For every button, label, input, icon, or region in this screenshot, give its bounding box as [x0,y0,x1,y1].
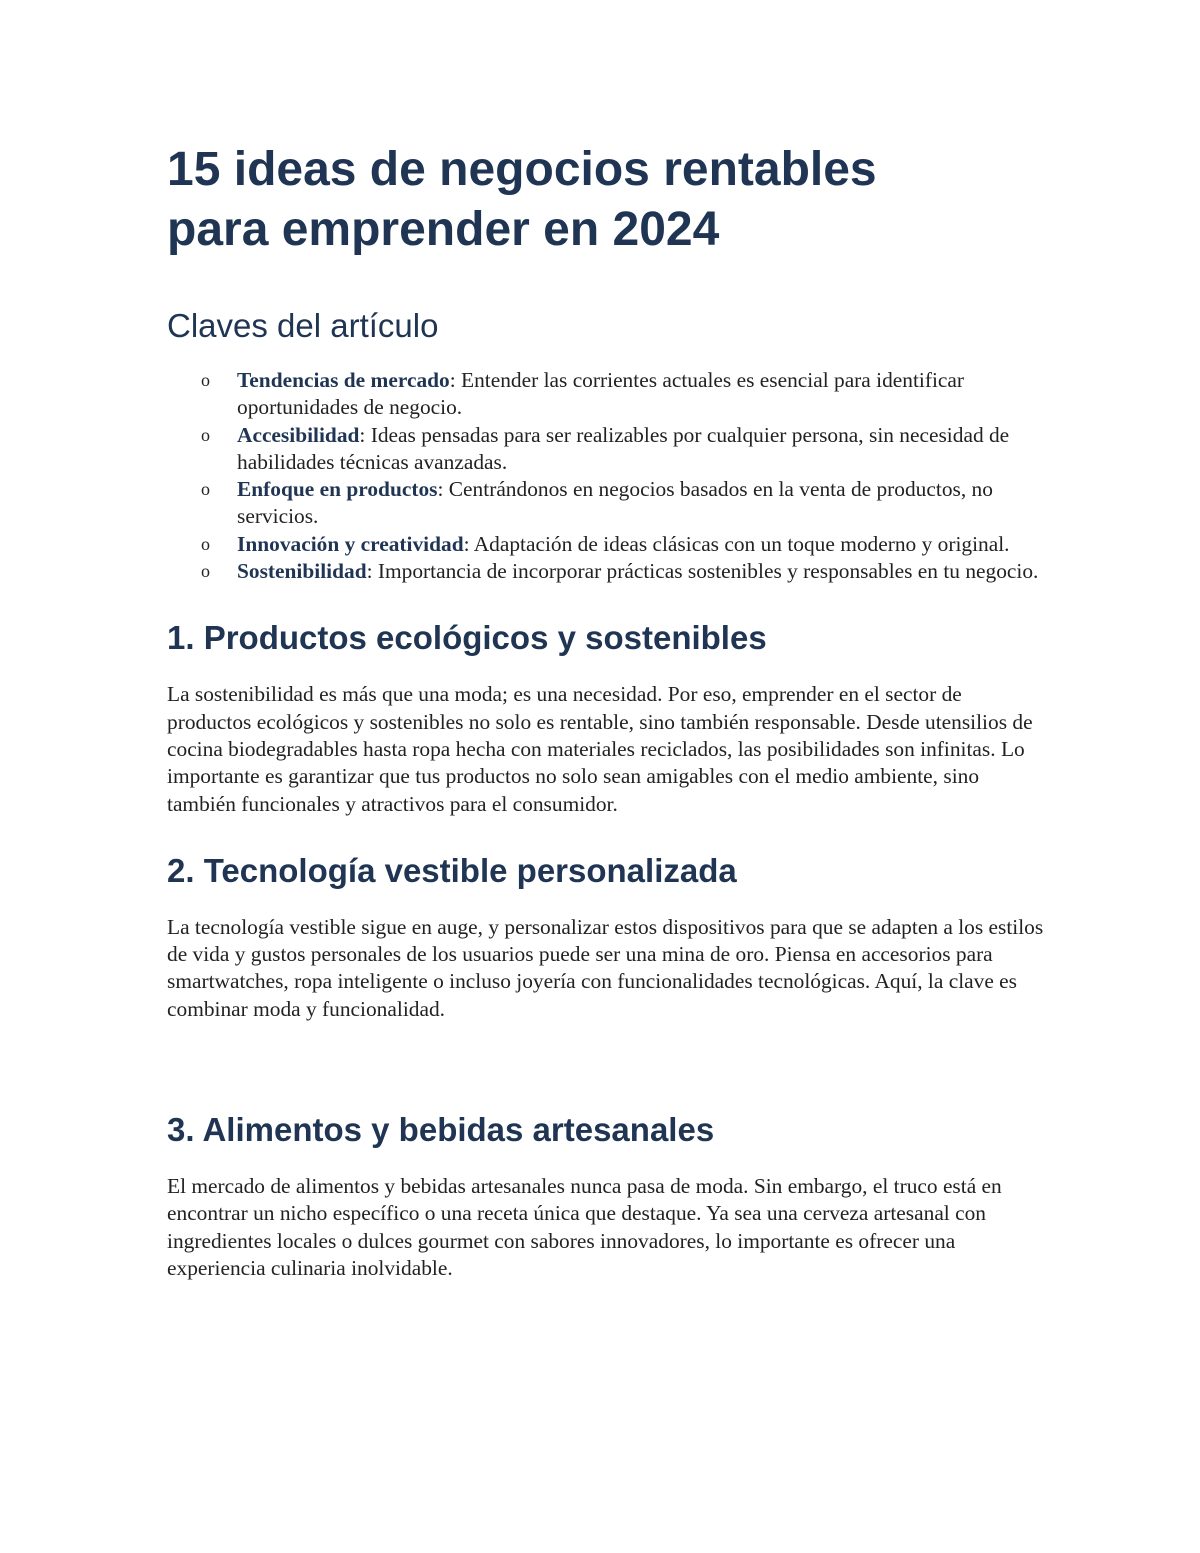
key-description: : Entender las corrientes actuales es esencial para identificar oportunidades de negocio. [237,368,965,420]
section-heading-1: 1. Productos ecológicos y sostenibles [167,619,767,657]
list-item [167,422,1047,477]
key-description: : Centrándonos en negocios basados en la venta de productos, no servicios. [237,477,993,529]
section-body-3: El mercado de alimentos y bebidas artesanales nunca pasa de moda. Sin embargo, el truco está en encontrar un nicho específico o una receta única que destaque. Ya sea una cerveza artesanal con ingredientes locales o dulces gourmet con sabores innovadores, lo importante es ofrecer una experiencia culinaria inolvidable. [167,1174,1002,1280]
bullet-icon: o [201,424,210,445]
list-item [167,558,1047,585]
bullet-icon: o [201,533,210,554]
section-body-2: La tecnología vestible sigue en auge, y personalizar estos dispositivos para que se adapten a los estilos de vida y gustos personales de los usuarios puede ser una mina de oro. Piensa en accesorios para smartwatches, ropa inteligente o incluso joyería con funcionalidades tecnológicas. Aquí, la clave es combinar moda y funcionalidad. [167,914,1044,1021]
bullet-icon: o [201,370,210,390]
section-heading-3: 3. Alimentos y bebidas artesanales [167,1111,715,1149]
key-term: Accesibilidad [237,422,360,447]
key-description: : Adaptación de ideas clásicas con un toque moderno y original. [463,531,1010,556]
document-title: 15 ideas de negocios rentables para emprender en 2024 [167,143,877,256]
list-item [167,476,1047,531]
claves-list [167,367,1047,585]
section-body-1: La sostenibilidad es más que una moda; es una necesidad. Por eso, emprender en el sector de productos ecológicos y sostenibles no solo es rentable, sino también responsable. Desde utensilios de cocina biodegradables hasta ropa hecha con materiales reciclados, las posibilidades son infinitas. Lo importante es garantizar que tus productos no solo sean amigables con el medio ambiente, sino también funcionales y atractivos para el consumidor. [167,682,1033,816]
key-description: : Importancia de incorporar prácticas sostenibles y responsables en tu negocio. [366,559,1039,584]
key-description: : Ideas pensadas para ser realizables por cualquier persona, sin necesidad de habilidades técnicas avanzadas. [237,422,1010,474]
key-term: Enfoque en productos [237,477,438,502]
list-item [167,531,1047,558]
document-page [167,140,1047,1282]
bullet-icon: o [201,561,210,582]
key-term: Sostenibilidad [237,559,367,584]
bullet-icon: o [201,479,210,500]
section-heading-2: 2. Tecnología vestible personalizada [167,851,737,889]
claves-heading: Claves del artículo [167,307,439,344]
list-item [167,367,1047,422]
key-term: Tendencias de mercado [237,368,450,392]
key-term: Innovación y creatividad [237,531,464,556]
